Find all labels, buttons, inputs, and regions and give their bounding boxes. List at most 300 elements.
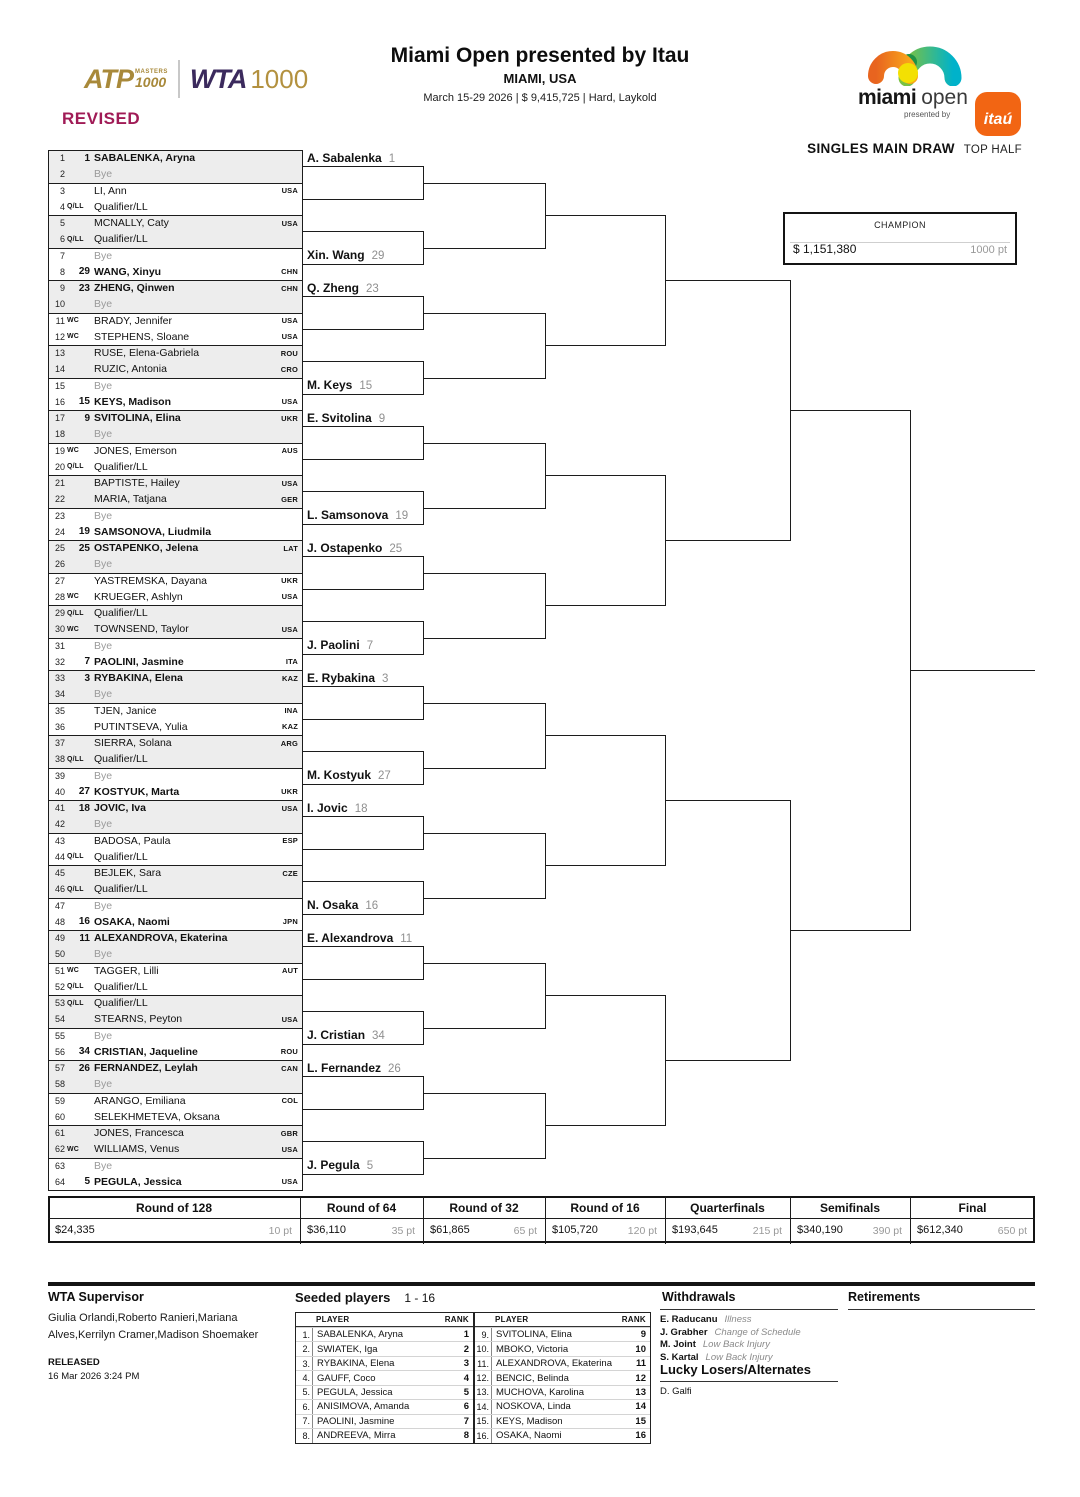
seeded-player-name: MUCHOVA, Karolina: [496, 1386, 584, 1398]
round-label: Quarterfinals: [690, 1201, 765, 1215]
draw-entry-row: [48, 378, 302, 394]
entry-player-name: JONES, Emerson: [94, 444, 177, 457]
entry-tag-seed: [65, 1000, 90, 1007]
withdrawal-player: S. Kartal: [660, 1351, 699, 1363]
revised-stamp: REVISED: [62, 109, 141, 128]
seeded-player-rank: 2: [463, 1343, 469, 1355]
entry-player-name: BAPTISTE, Hailey: [94, 477, 180, 490]
entry-player-name: PUTINTSEVA, Yulia: [94, 720, 188, 733]
round-points: 390 pt: [872, 1225, 902, 1237]
entry-country-code: COL: [281, 1096, 298, 1106]
entry-player-name: Qualifier/LL: [94, 460, 148, 473]
round2-winner-label: [307, 638, 373, 652]
round2-winner-seed: 15: [359, 380, 373, 393]
champion-prize: $ 1,151,380: [793, 242, 857, 256]
entry-position: 40: [54, 786, 65, 797]
wta-1000-text: 1000: [250, 63, 309, 94]
withdrawal-item: [660, 1339, 770, 1350]
entry-player-name: YASTREMSKA, Dayana: [94, 574, 208, 587]
atp-masters-text: MASTERS: [135, 69, 168, 75]
draw-entry-row: [48, 979, 302, 995]
seeded-player-number: 6.: [296, 1400, 313, 1413]
seeded-player-row: [475, 1428, 650, 1442]
draw-entry-row: [48, 313, 302, 329]
entry-position: 41: [54, 803, 65, 814]
entry-country-code: ESP: [282, 836, 298, 846]
entry-seed: 34: [78, 1046, 90, 1058]
seeded-player-row: [475, 1370, 650, 1384]
seeded-player-row: [296, 1428, 473, 1442]
entry-player-name: Qualifier/LL: [94, 883, 148, 896]
seeded-players-heading: [295, 1289, 435, 1307]
round-prize-money: $612,340: [917, 1224, 963, 1236]
draw-entry-row: [48, 1125, 302, 1141]
draw-entry-row: [48, 703, 302, 719]
entry-tag-seed: [65, 656, 90, 667]
draw-entry-row: [48, 248, 302, 264]
round16-slot-line: [545, 995, 665, 996]
atp-1000-text: 1000: [135, 74, 167, 90]
entry-tag-seed: [65, 756, 90, 763]
entry-player-name: Bye: [94, 948, 113, 961]
player-col-header: PLAYER: [316, 1315, 350, 1324]
entry-position: 44: [54, 851, 65, 862]
entry-position: 37: [54, 738, 65, 749]
seeded-player-name: SWIATEK, Iga: [317, 1343, 378, 1355]
match-line: [302, 459, 423, 460]
entry-seed: 25: [78, 542, 90, 554]
withdrawal-reason: Illness: [724, 1314, 752, 1325]
draw-entry-row: [48, 833, 302, 849]
entry-type-tag: WC: [67, 593, 80, 601]
entry-position: 9: [59, 283, 65, 294]
draw-entry-row: [48, 605, 302, 621]
entry-player-name: FERNANDEZ, Leylah: [94, 1062, 198, 1075]
round2-winner-label: [307, 768, 391, 782]
entry-tag-seed: [65, 317, 90, 324]
entry-position: 43: [54, 835, 65, 846]
entry-player-name: BRADY, Jennifer: [94, 314, 173, 327]
entry-tag-seed: [65, 526, 90, 537]
lucky-loser-player: D. Galfi: [660, 1386, 692, 1397]
entry-country-code: UKR: [281, 576, 298, 586]
entry-player-name: JONES, Francesca: [94, 1127, 184, 1140]
entry-country-code: ITA: [285, 657, 298, 667]
draw-entry-row: [48, 1044, 302, 1060]
seeded-player-name: SVITOLINA, Elina: [496, 1329, 572, 1341]
match-line: [302, 979, 423, 980]
round-prize-money: $36,110: [307, 1224, 346, 1236]
round-points: 65 pt: [513, 1225, 537, 1237]
seeded-player-number: 3.: [296, 1357, 313, 1370]
entry-position: 45: [54, 868, 65, 879]
entry-position: 8: [59, 266, 65, 277]
match-line: [302, 1076, 423, 1077]
match-line: [302, 1174, 423, 1175]
entry-player-name: PAOLINI, Jasmine: [94, 655, 184, 668]
presented-by-text: presented by: [904, 110, 951, 119]
entry-position: 21: [54, 478, 65, 489]
seeded-player-number: 5.: [296, 1386, 313, 1399]
draw-entry-row: [48, 784, 302, 800]
entry-position: 57: [54, 1063, 65, 1074]
round2-winner-label: [307, 411, 385, 425]
round2-winner-label: [307, 931, 412, 945]
match-line: [302, 784, 423, 785]
miami-wordmark: miami: [858, 86, 917, 109]
entry-position: 35: [54, 705, 65, 716]
entry-player-name: RUZIC, Antonia: [94, 363, 167, 376]
logo-divider: [178, 60, 180, 98]
round32-slot-line: [423, 248, 545, 249]
entry-player-name: Qualifier/LL: [94, 753, 148, 766]
round-label: Round of 32: [449, 1201, 519, 1215]
round-label: Round of 128: [135, 1201, 212, 1215]
seeded-player-rank: 16: [635, 1430, 646, 1442]
round32-slot-line: [423, 638, 545, 639]
entry-position: 3: [59, 185, 65, 196]
round2-winner-seed: 9: [378, 412, 386, 425]
withdrawal-item: [660, 1314, 751, 1325]
entry-seed: 23: [78, 282, 90, 294]
match-line: [302, 556, 423, 557]
entry-player-name: Qualifier/LL: [94, 850, 148, 863]
round2-winner-name: E. Alexandrova: [307, 930, 394, 945]
entry-country-code: USA: [281, 592, 298, 602]
entry-player-name: Bye: [94, 769, 113, 782]
entry-position: 60: [54, 1111, 65, 1122]
entry-country-code: CHN: [281, 267, 298, 277]
seeded-player-row: [296, 1414, 473, 1428]
round-points: 35 pt: [391, 1225, 415, 1237]
entry-player-name: Bye: [94, 168, 113, 181]
entry-position: 28: [54, 591, 65, 602]
match-line: [302, 686, 423, 687]
entry-player-name: TJEN, Janice: [94, 704, 157, 717]
round-prize-money: $193,645: [672, 1224, 718, 1236]
seeded-player-row: [475, 1385, 650, 1399]
entry-player-name: MCNALLY, Caty: [94, 217, 169, 230]
entry-country-code: USA: [281, 316, 298, 326]
match-line: [302, 491, 423, 492]
entry-position: 10: [54, 299, 65, 310]
entry-position: 20: [54, 461, 65, 472]
entry-country-code: USA: [281, 1014, 298, 1024]
draw-entry-row: [48, 508, 302, 524]
seeded-player-name: ALEXANDROVA, Ekaterina: [496, 1358, 612, 1370]
round2-winner-label: [307, 151, 395, 165]
round-points: 215 pt: [752, 1225, 782, 1237]
open-wordmark: open: [921, 86, 968, 109]
entry-country-code: CHN: [281, 283, 298, 293]
seeded-player-row: [296, 1341, 473, 1355]
round-label: Semifinals: [819, 1201, 881, 1215]
entry-tag-seed: [65, 1176, 90, 1187]
match-line: [302, 816, 423, 817]
round2-winner-label: [307, 801, 367, 815]
entry-tag-seed: [65, 543, 90, 554]
match-line: [302, 914, 423, 915]
entry-country-code: USA: [281, 397, 298, 407]
entry-position: 18: [54, 429, 65, 440]
entry-country-code: AUT: [281, 966, 298, 976]
draw-entry-row: [48, 946, 302, 962]
entry-position: 62: [54, 1144, 65, 1155]
draw-title-row: [760, 141, 1022, 156]
entry-tag-seed: [65, 447, 90, 454]
draw-entry-row: [48, 264, 302, 280]
entry-position: 52: [54, 981, 65, 992]
round16-slot-line: [545, 215, 665, 216]
entry-player-name: SVITOLINA, Elina: [94, 412, 181, 425]
match-line: [302, 199, 423, 200]
quarterfinal-slot-line: [665, 1060, 790, 1061]
draw-entry-row: [48, 540, 302, 556]
seeded-player-number: 10.: [475, 1342, 492, 1355]
round32-slot-line: [423, 898, 545, 899]
entry-player-name: STEPHENS, Sloane: [94, 330, 190, 343]
entry-position: 14: [54, 364, 65, 375]
entry-player-name: WANG, Xinyu: [94, 265, 162, 278]
champion-points: 1000 pt: [970, 244, 1007, 256]
draw-entry-row: [48, 183, 302, 199]
withdrawal-player: M. Joint: [660, 1339, 696, 1350]
round16-slot-line: [545, 1125, 665, 1126]
entry-tag-seed: [65, 610, 90, 617]
round-label: Round of 16: [570, 1201, 640, 1215]
entry-position: 64: [54, 1176, 65, 1187]
round2-winner-name: Xin. Wang: [307, 248, 365, 263]
entry-player-name: WILLIAMS, Venus: [94, 1143, 180, 1156]
draw-entry-row: [48, 556, 302, 572]
round32-slot-line: [423, 833, 545, 834]
entry-player-name: KEYS, Madison: [94, 395, 172, 408]
entry-position: 7: [59, 250, 65, 261]
seeded-player-name: MBOKO, Victoria: [496, 1343, 569, 1355]
entry-country-code: USA: [281, 1144, 298, 1154]
seeded-players-title: Seeded players: [295, 1290, 391, 1305]
entry-country-code: CAN: [281, 1063, 298, 1073]
entry-country-code: UKR: [281, 787, 298, 797]
withdrawal-reason: Change of Schedule: [714, 1326, 801, 1338]
entry-position: 56: [54, 1046, 65, 1057]
round32-slot-line: [423, 1028, 545, 1029]
tournament-details: March 15-29 2026 | $ 9,415,725 | Hard, Laykold: [423, 92, 657, 104]
entry-position: 34: [54, 689, 65, 700]
released-datetime: 16 Mar 2026 3:24 PM: [48, 1371, 140, 1382]
seeded-player-name: GAUFF, Coco: [317, 1372, 376, 1384]
round2-winner-label: [307, 541, 402, 555]
quarterfinal-slot-line: [665, 540, 790, 541]
seeded-player-rank: 12: [635, 1372, 646, 1384]
entry-position: 22: [54, 494, 65, 505]
entry-position: 13: [54, 348, 65, 359]
round2-winner-seed: 34: [372, 1030, 385, 1043]
round2-winner-seed: 19: [395, 510, 409, 523]
entry-player-name: BADOSA, Paula: [94, 834, 171, 847]
seeded-player-number: 15.: [475, 1415, 492, 1428]
round-points: 120 pt: [627, 1225, 657, 1237]
entry-player-name: KRUEGER, Ashlyn: [94, 590, 183, 603]
draw-entry-row: [48, 394, 302, 410]
round2-winner-label: [307, 248, 384, 262]
draw-entry-row: [48, 296, 302, 312]
match-line: [302, 589, 423, 590]
entry-position: 54: [54, 1014, 65, 1025]
draw-entry-row: [48, 751, 302, 767]
withdrawal-player: E. Raducanu: [660, 1314, 718, 1325]
round2-winner-seed: 3: [382, 672, 389, 685]
entry-position: 24: [54, 526, 65, 537]
entry-country-code: INA: [284, 706, 298, 716]
round2-winner-seed: 27: [378, 770, 391, 783]
seeded-player-rank: 9: [640, 1329, 646, 1341]
draw-entry-row: [48, 410, 302, 426]
entry-position: 19: [54, 445, 65, 456]
entry-type-tag: WC: [67, 1145, 80, 1153]
entry-player-name: SAMSONOVA, Liudmila: [94, 525, 212, 538]
entry-player-name: OSTAPENKO, Jelena: [94, 542, 199, 555]
entry-position: 63: [54, 1160, 65, 1171]
draw-entry-row: [48, 670, 302, 686]
entry-player-name: Qualifier/LL: [94, 980, 148, 993]
tour-logos: [84, 60, 308, 98]
entry-position: 27: [54, 575, 65, 586]
entry-player-name: Bye: [94, 1029, 113, 1042]
draw-entry-row: [48, 573, 302, 589]
footer-divider-bar: [48, 1282, 1035, 1286]
entry-position: 36: [54, 721, 65, 732]
entry-player-name: Bye: [94, 558, 113, 571]
entry-player-name: SELEKHMETEVA, Oksana: [94, 1110, 220, 1123]
entry-player-name: Bye: [94, 379, 113, 392]
seeded-player-rank: 15: [635, 1415, 646, 1427]
entry-position: 39: [54, 770, 65, 781]
entry-country-code: GBR: [280, 1128, 298, 1138]
withdrawal-player: J. Grabher: [660, 1326, 708, 1338]
entry-type-tag: WC: [67, 447, 80, 455]
draw-title: SINGLES MAIN DRAW: [807, 141, 955, 156]
entry-country-code: CZE: [282, 868, 298, 878]
entry-country-code: ROU: [280, 1047, 298, 1057]
entry-position: 47: [54, 900, 65, 911]
entry-tag-seed: [65, 203, 90, 210]
round32-slot-line: [423, 183, 545, 184]
match-line: [302, 849, 423, 850]
entry-seed: 15: [78, 396, 90, 408]
entry-type-tag: Q/LL: [67, 853, 84, 861]
round2-winner-name: M. Kostyuk: [307, 768, 372, 783]
entry-position: 53: [54, 998, 65, 1009]
entry-country-code: ROU: [280, 348, 298, 358]
draw-entry-row: [48, 589, 302, 605]
entry-player-name: ARANGO, Emiliana: [94, 1094, 186, 1107]
entry-tag-seed: [65, 283, 90, 294]
seeded-player-rank: 5: [463, 1386, 469, 1398]
atp-1000-logo: [84, 64, 168, 95]
entry-player-name: TAGGER, Lilli: [94, 964, 159, 977]
entry-tag-seed: [65, 1046, 90, 1057]
match-line: [302, 296, 423, 297]
entry-seed: 5: [84, 1176, 90, 1188]
seeded-table-right: [473, 1313, 650, 1443]
draw-entry-row: [48, 1158, 302, 1174]
seeded-player-rank: 13: [635, 1386, 646, 1398]
entry-player-name: OSAKA, Naomi: [94, 915, 170, 928]
round2-winner-seed: 25: [389, 542, 403, 555]
entry-seed: 18: [78, 802, 90, 814]
entry-country-code: USA: [281, 332, 298, 342]
table-right-border: [302, 150, 303, 1191]
match-line: [302, 719, 423, 720]
entry-country-code: UKR: [281, 413, 298, 423]
entry-tag-seed: [65, 236, 90, 243]
draw-entry-row: [48, 800, 302, 816]
tournament-title: Miami Open presented by Itau: [390, 44, 690, 67]
seeded-player-rank: 6: [463, 1401, 469, 1413]
entry-position: 5: [59, 218, 65, 229]
draw-entry-row: [48, 865, 302, 881]
draw-entry-row: [48, 914, 302, 930]
round16-slot-line: [545, 345, 665, 346]
round2-winner-name: J. Cristian: [307, 1028, 366, 1043]
entry-position: 59: [54, 1095, 65, 1106]
entry-seed: 16: [78, 916, 90, 928]
entry-position: 49: [54, 933, 65, 944]
draw-entry-row: [48, 1028, 302, 1044]
miami-open-arches-icon: [852, 24, 972, 86]
seeded-player-number: 16.: [475, 1429, 492, 1442]
seeded-player-rank: 7: [463, 1415, 469, 1427]
entry-type-tag: Q/LL: [67, 203, 84, 211]
entry-player-name: Bye: [94, 1078, 113, 1091]
entry-seed: 19: [78, 526, 90, 538]
round-label: Round of 64: [326, 1201, 397, 1215]
round2-winner-seed: 23: [366, 282, 379, 295]
seeded-player-row: [296, 1385, 473, 1399]
seeded-player-row: [296, 1356, 473, 1370]
seeded-players-table: [295, 1312, 651, 1444]
round2-winner-seed: 7: [366, 640, 374, 653]
seeded-player-row: [475, 1414, 650, 1428]
entry-position: 48: [54, 916, 65, 927]
entry-player-name: Qualifier/LL: [94, 607, 148, 620]
entry-player-name: SABALENKA, Aryna: [94, 152, 196, 165]
draw-half-label: TOP HALF: [963, 144, 1022, 156]
entry-player-name: Qualifier/LL: [94, 200, 148, 213]
seeded-player-row: [296, 1327, 473, 1341]
round32-slot-line: [423, 1093, 545, 1094]
entry-position: 42: [54, 819, 65, 830]
seeded-player-row: [475, 1356, 650, 1370]
draw-entry-row: [48, 654, 302, 670]
seeded-player-row: [475, 1399, 650, 1413]
draw-entry-row: [48, 849, 302, 865]
seeded-player-name: NOSKOVA, Linda: [496, 1401, 571, 1413]
draw-entry-row: [48, 426, 302, 442]
entry-player-name: STEARNS, Peyton: [94, 1013, 183, 1026]
entry-seed: 1: [84, 152, 90, 164]
match-line: [302, 264, 423, 265]
draw-entry-row: [48, 199, 302, 215]
entry-country-code: USA: [281, 1177, 298, 1187]
entry-position: 61: [54, 1128, 65, 1139]
round-prize-money: $340,190: [797, 1224, 843, 1236]
entry-player-name: BEJLEK, Sara: [94, 867, 162, 880]
entry-position: 33: [54, 673, 65, 684]
player-col-header: PLAYER: [495, 1315, 529, 1324]
withdrawal-item: [660, 1352, 773, 1363]
